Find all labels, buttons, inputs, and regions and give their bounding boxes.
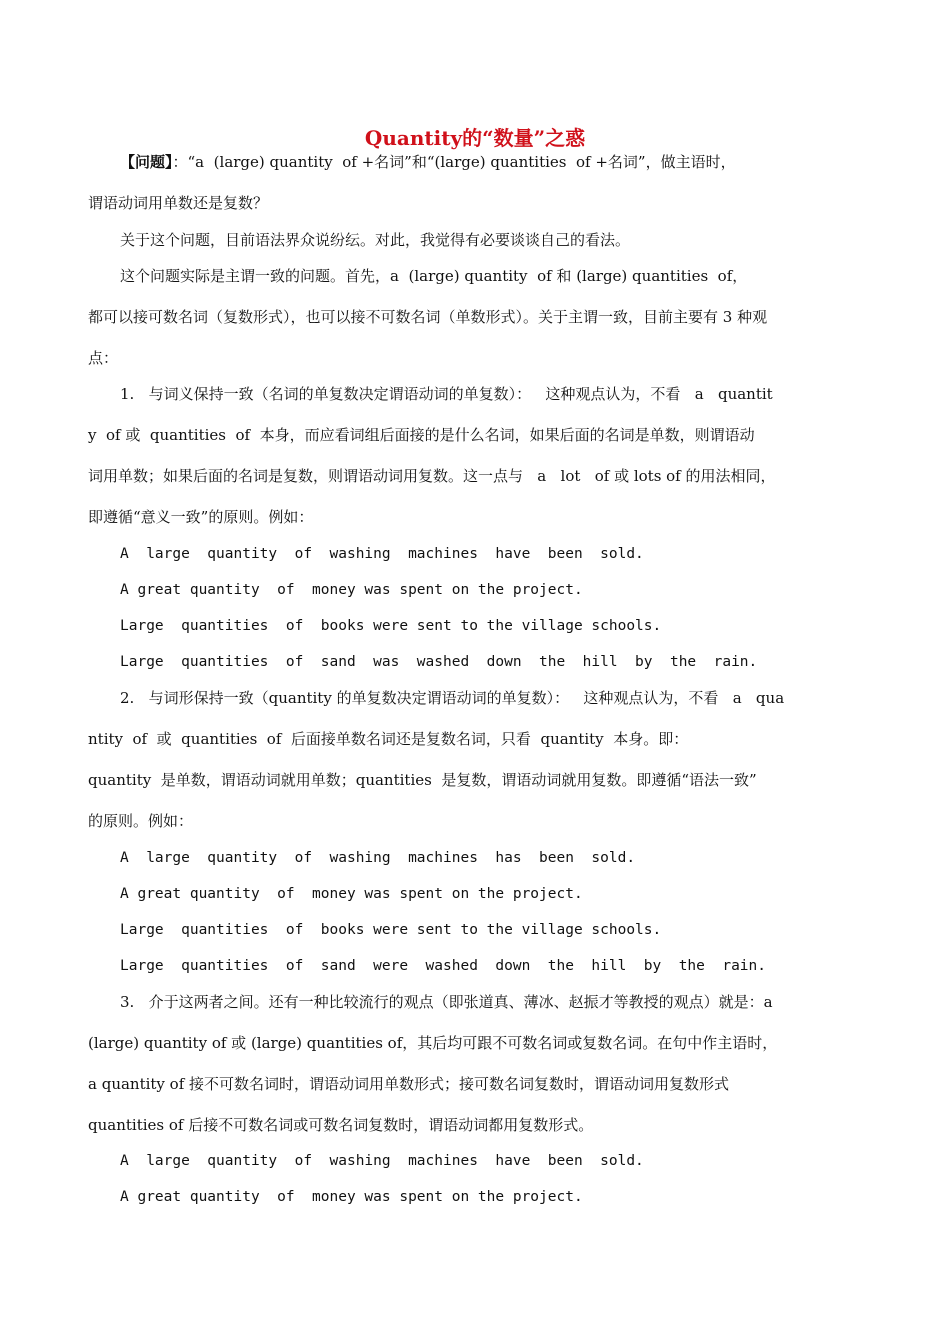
- view-2-line-1: 2. 与词形保持一致（quantity 的单复数决定谓语动词的单复数）： 这种观点认为，不看 a qua: [120, 689, 785, 707]
- view-1-line-3: 词用单数；如果后面的名词是复数，则谓语动词用复数。这一点与 a lot of 或 lots of 的用法相同，: [88, 467, 776, 485]
- example-sentence: Large quantities of books were sent to the village schools.: [120, 618, 662, 634]
- view-3-line-3: a quantity of 接不可数名词时，谓语动词用单数形式；接可数名词复数时，谓语动词用复数形式: [88, 1075, 730, 1093]
- intro-paragraph-1: 关于这个问题，目前语法界众说纷纭。对此，我觉得有必要谈谈自己的看法。: [120, 231, 631, 249]
- view-2-line-3: quantity 是单数，谓语动词就用单数；quantities 是复数，谓语动词就用复数。即遵循“语法一致”: [88, 771, 757, 789]
- example-sentence: A large quantity of washing machines has been sold.: [120, 850, 636, 866]
- question-label: 【问题】: [120, 153, 173, 171]
- view-1-line-1: 1. 与词义保持一致（名词的单复数决定谓语动词的单复数）： 这种观点认为，不看 a quantit: [120, 385, 773, 403]
- view-1-line-2: y of 或 quantities of 本身，而应看词组后面接的是什么名词，如果后面的名词是单数，则谓语动: [88, 426, 755, 444]
- example-sentence: A great quantity of money was spent on the project.: [120, 1189, 583, 1205]
- example-sentence: Large quantities of sand were washed down the hill by the rain.: [120, 958, 767, 974]
- document-title: Quantity的“数量”之惑: [364, 126, 586, 150]
- view-3-line-2: (large) quantity of 或 (large) quantities of，其后均可跟不可数名词或复数名词。在句中作主语时，: [88, 1034, 778, 1052]
- question-line-2: 谓语动词用单数还是复数？: [88, 194, 269, 212]
- example-sentence: A large quantity of washing machines have been sold.: [120, 546, 644, 562]
- example-sentence: Large quantities of sand was washed down the hill by the rain.: [120, 654, 758, 670]
- question-text: ：“a (large) quantity of +名词”和“(large) quantities of +名词”，做主语时，: [172, 153, 736, 171]
- intro-paragraph-2-line-3: 点：: [88, 349, 119, 367]
- example-sentence: A large quantity of washing machines have been sold.: [120, 1153, 644, 1169]
- intro-paragraph-2-line-2: 都可以接可数名词（复数形式），也可以接不可数名词（单数形式）。关于主谓一致，目前主要有 3 种观: [88, 308, 768, 326]
- question-line-1: [120, 152, 736, 172]
- view-1-line-4: 即遵循“意义一致”的原则。例如：: [88, 508, 314, 526]
- example-sentence: A great quantity of money was spent on the project.: [120, 886, 583, 902]
- view-2-line-2: ntity of 或 quantities of 后面接单数名词还是复数名词，只看 quantity 本身。即：: [88, 730, 689, 748]
- view-2-line-4: 的原则。例如：: [88, 812, 194, 830]
- view-3-line-1: 3. 介于这两者之间。还有一种比较流行的观点（即张道真、薄冰、赵振才等教授的观点）就是：a: [120, 993, 773, 1011]
- example-sentence: Large quantities of books were sent to the village schools.: [120, 922, 662, 938]
- view-3-line-4: quantities of 后接不可数名词或可数名词复数时，谓语动词都用复数形式。: [88, 1116, 594, 1134]
- example-sentence: A great quantity of money was spent on the project.: [120, 582, 583, 598]
- intro-paragraph-2-line-1: 这个问题实际是主谓一致的问题。首先，a (large) quantity of 和 (large) quantities of，: [120, 267, 748, 285]
